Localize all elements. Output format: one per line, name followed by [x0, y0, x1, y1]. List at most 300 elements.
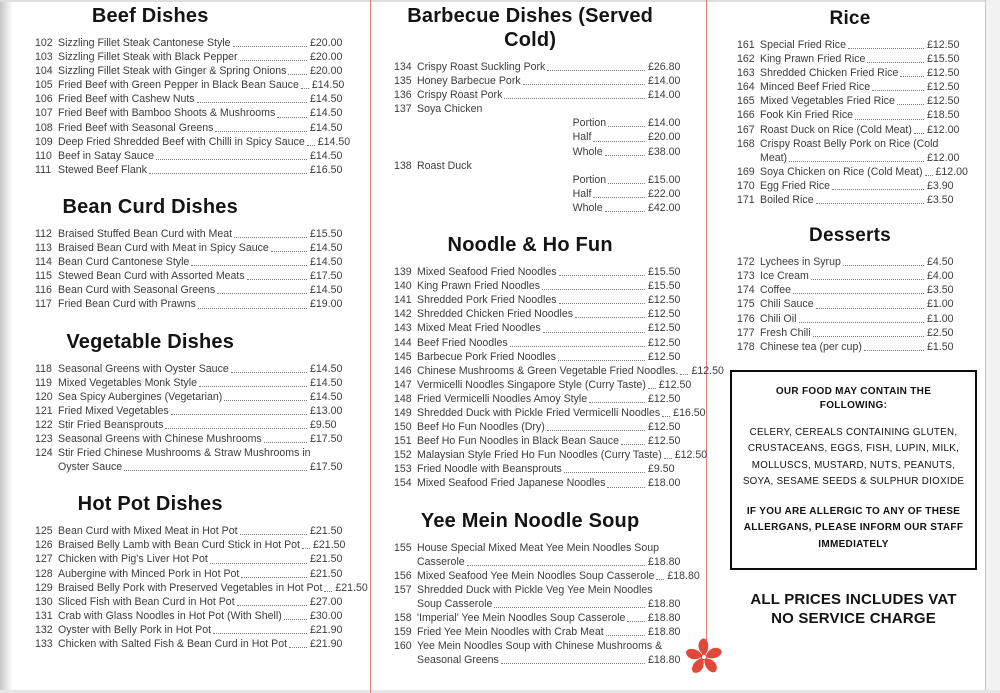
dotted-leader	[510, 346, 645, 347]
dotted-leader	[559, 275, 645, 276]
item-name: Yee Mein Noodles Soup with Chinese Mushrooms &	[417, 640, 663, 653]
item-entry	[417, 420, 690, 434]
dotted-leader	[925, 175, 933, 176]
item-body	[58, 609, 355, 623]
item-entry	[58, 78, 355, 92]
item-name: Oyster with Belly Pork in Hot Pot	[58, 623, 212, 636]
menu-item-147	[394, 378, 690, 392]
dotted-leader	[231, 372, 307, 373]
item-name: Chicken with Pig's Liver Hot Pot	[58, 553, 208, 566]
item-entry	[760, 52, 963, 66]
item-price: £12.50	[648, 322, 681, 335]
dotted-leader	[504, 98, 645, 99]
dotted-leader	[593, 141, 645, 142]
menu-item-161	[737, 38, 963, 52]
item-name: Fried Mixed Vegetables	[58, 404, 169, 417]
menu-item-124	[35, 446, 355, 474]
item-price: £14.50	[310, 284, 343, 297]
dotted-leader	[656, 579, 664, 580]
item-name: Mixed Vegetables Fried Rice	[760, 95, 895, 108]
item-price: £14.00	[648, 75, 681, 88]
menu-item-123	[35, 432, 355, 446]
menu-item-125	[35, 524, 355, 538]
item-price: £12.50	[691, 364, 724, 377]
dotted-leader	[149, 173, 307, 174]
menu-item-115	[35, 269, 355, 283]
item-number: 153	[394, 463, 412, 476]
item-name: Crispy Roast Suckling Pork	[417, 61, 546, 73]
item-body	[58, 595, 355, 609]
item-body	[58, 121, 355, 135]
dotted-leader	[234, 237, 307, 238]
item-body	[417, 611, 690, 625]
menu-item-159	[394, 625, 690, 639]
dotted-leader	[467, 565, 645, 566]
item-variant-half	[573, 130, 690, 144]
section-title-vegetable-dishes: Vegetable Dishes	[66, 330, 235, 353]
item-name: Sliced Fish with Bean Curd in Hot Pot	[58, 595, 235, 608]
item-number: 113	[35, 242, 52, 255]
item-body	[760, 165, 968, 179]
item-name: Braised Stuffed Bean Curd with Meat	[58, 227, 233, 240]
item-entry	[58, 581, 368, 595]
item-name: Soya Chicken on Rice (Cold Meat)	[760, 165, 923, 178]
item-number: 144	[394, 336, 412, 349]
section-title-noodle-ho-fun: Noodle & Ho Fun	[447, 234, 613, 257]
dotted-leader	[494, 607, 645, 608]
item-name: Mixed Seafood Fried Japanese Noodles	[417, 477, 606, 490]
item-price: £17.50	[310, 270, 343, 283]
item-body	[417, 321, 690, 335]
item-name: Stir Fried Chinese Mushrooms & Straw Mushrooms in	[58, 447, 311, 460]
menu-item-169	[737, 165, 968, 179]
item-price: £12.50	[648, 392, 681, 405]
item-number: 138	[394, 159, 412, 172]
item-entry	[58, 121, 355, 135]
variant-label: Portion	[572, 117, 607, 130]
dotted-leader	[897, 104, 924, 105]
item-price: £19.00	[310, 298, 343, 311]
item-number: 173	[737, 270, 755, 283]
item-entry	[58, 432, 355, 446]
item-entry	[58, 460, 355, 474]
variant-label: Whole	[572, 201, 603, 214]
item-body	[417, 392, 690, 406]
item-entry	[58, 390, 355, 404]
menu-item-117	[35, 297, 355, 311]
item-entry	[58, 609, 355, 623]
item-body	[58, 50, 355, 64]
dotted-leader	[547, 70, 645, 71]
item-price: £3.50	[927, 194, 954, 207]
item-name: King Prawn Fried Noodles	[417, 280, 541, 293]
item-number: 119	[35, 376, 52, 389]
item-entry	[417, 336, 690, 350]
item-number: 121	[35, 404, 53, 417]
item-body	[58, 297, 355, 311]
item-price: £20.00	[310, 51, 343, 64]
section-title-bean-curd-dishes: Bean Curd Dishes	[62, 195, 238, 218]
item-entry	[760, 283, 963, 297]
dotted-leader	[848, 48, 924, 49]
menu-item-114	[35, 255, 355, 269]
menu-item-129	[35, 581, 368, 595]
menu-item-131	[35, 609, 355, 623]
item-price: £1.00	[927, 298, 954, 311]
item-name: Aubergine with Minced Pork in Hot Pot	[58, 567, 240, 580]
item-name: Sizzling Fillet Steak with Black Pepper	[58, 51, 238, 64]
item-body	[58, 552, 355, 566]
item-body	[417, 279, 690, 293]
item-name: Soya Chicken	[417, 103, 483, 116]
item-variant-portion	[573, 116, 690, 130]
item-entry	[58, 92, 355, 106]
item-body	[417, 74, 690, 88]
dotted-leader	[832, 189, 924, 190]
item-entry	[417, 378, 690, 392]
item-name: Chinese tea (per cup)	[760, 340, 862, 353]
item-entry	[58, 149, 355, 163]
variant-label: Half	[572, 187, 592, 200]
dotted-leader	[165, 428, 307, 429]
allergen-list: CELERY, CEREALS CONTAINING GLUTEN, CRUSTACEANS, EGGS, FISH, LUPIN, MILK, MOLLUSCS, MUSTARD, NUTS, PEANUTS, SOYA, SESAME SEEDS & SULPHUR DIOXIDE	[742, 426, 965, 488]
item-price: £16.50	[673, 406, 706, 419]
item-entry	[417, 321, 690, 335]
menu-item-126	[35, 538, 355, 552]
menu-item-121	[35, 404, 355, 418]
item-price: £12.50	[658, 378, 692, 391]
item-price: £14.50	[310, 256, 343, 269]
item-name: Egg Fried Rice	[760, 179, 831, 192]
item-entry	[417, 60, 690, 74]
item-number: 163	[737, 67, 755, 80]
dotted-leader	[284, 619, 307, 620]
menu-item-150	[394, 420, 690, 434]
menu-item-136	[394, 88, 690, 102]
item-body	[760, 193, 963, 207]
menu-item-162	[737, 52, 963, 66]
item-body	[760, 137, 963, 165]
menu-item-152	[394, 448, 708, 462]
item-price: £12.50	[648, 294, 681, 307]
item-number: 103	[35, 51, 53, 64]
item-name: Braised Bean Curd with Meat in Spicy Sauce	[58, 242, 269, 255]
section-title-hot-pot-dishes: Hot Pot Dishes	[77, 493, 223, 516]
item-number: 141	[394, 294, 412, 307]
dotted-leader	[589, 402, 645, 403]
item-name: Crispy Roast Pork	[417, 89, 503, 102]
variant-price: £20.00	[648, 131, 681, 144]
item-name: House Special Mixed Meat Yee Mein Noodles Soup	[417, 541, 660, 554]
item-name: Lychees in Syrup	[760, 256, 841, 269]
menu-item-157	[394, 583, 690, 611]
item-price: £18.00	[648, 477, 681, 490]
menu-item-104	[35, 64, 355, 78]
item-name: Vermicelli Noodles Singapore Style (Curry Taste)	[417, 378, 646, 391]
item-body	[58, 36, 355, 50]
item-number: 129	[35, 581, 53, 594]
item-entry	[417, 597, 690, 611]
item-price: £14.50	[310, 121, 343, 134]
menu-item-168	[737, 137, 963, 165]
item-name: Stewed Beef Flank	[58, 163, 147, 176]
item-body	[58, 64, 355, 78]
menu-section-hot-pot-dishes	[35, 492, 368, 651]
item-number: 106	[35, 93, 53, 106]
item-name: Mixed Seafood Fried Noodles	[417, 266, 557, 279]
item-name: Fresh Chili	[760, 326, 811, 339]
item-price: £2.50	[927, 326, 954, 339]
item-price: £18.80	[648, 626, 681, 639]
item-number: 107	[35, 107, 53, 120]
item-name: Bean Curd with Mixed Meat in Hot Pot	[58, 525, 238, 538]
dotted-leader	[302, 548, 310, 549]
dotted-leader	[627, 621, 645, 622]
menu-item-138	[394, 159, 690, 215]
item-name: Ice Cream	[760, 270, 809, 283]
item-name: Sizzling Fillet Steak Cantonese Style	[58, 37, 231, 49]
item-body	[417, 307, 690, 321]
item-entry	[58, 64, 355, 78]
item-price: £14.50	[310, 376, 343, 389]
item-entry	[760, 179, 963, 193]
menu-item-102	[35, 36, 355, 50]
menu-item-149	[394, 406, 706, 420]
item-body	[417, 406, 706, 420]
item-price: £14.50	[310, 362, 343, 375]
item-entry	[58, 255, 355, 269]
item-name: Fook Kin Fried Rice	[760, 109, 854, 122]
item-entry	[417, 434, 690, 448]
item-body	[417, 265, 690, 279]
item-name: Oyster Sauce	[58, 461, 123, 474]
item-variant-half	[573, 187, 690, 201]
item-body	[58, 362, 355, 376]
menu-item-144	[394, 336, 690, 350]
item-name: Beef Ho Fun Noodles in Black Bean Sauce	[417, 435, 619, 448]
dotted-leader	[199, 386, 307, 387]
item-number: 136	[394, 89, 412, 102]
menu-item-155	[394, 541, 690, 569]
item-entry	[58, 595, 355, 609]
item-body	[417, 434, 690, 448]
item-name: Fried Beef with Green Pepper in Black Bean Sauce	[58, 79, 299, 92]
dotted-leader	[241, 577, 307, 578]
item-number: 102	[35, 37, 53, 49]
item-body	[58, 149, 355, 163]
menu-item-106	[35, 92, 355, 106]
item-number: 148	[394, 392, 412, 405]
item-price: £16.50	[310, 163, 343, 176]
menu-item-160	[394, 639, 690, 667]
item-entry	[58, 36, 355, 50]
dotted-leader	[811, 279, 924, 280]
item-price: £15.50	[648, 280, 681, 293]
menu-item-164	[737, 80, 963, 94]
item-body	[760, 269, 963, 283]
item-entry	[760, 108, 963, 122]
menu-column-right	[737, 0, 968, 628]
dotted-leader	[864, 350, 924, 351]
item-number: 170	[737, 179, 755, 192]
item-entry	[58, 552, 355, 566]
item-price: £20.00	[310, 65, 343, 78]
item-price: £18.50	[927, 109, 960, 122]
item-body	[417, 350, 690, 364]
dotted-leader	[277, 117, 307, 118]
dotted-leader	[867, 62, 924, 63]
dotted-leader	[813, 336, 924, 337]
item-entry	[760, 165, 968, 179]
menu-item-128	[35, 567, 355, 581]
menu-item-140	[394, 279, 690, 293]
allergen-heading: OUR FOOD MAY CONTAIN THE FOLLOWING:	[775, 385, 932, 411]
dotted-leader	[523, 84, 645, 85]
item-name: Special Fried Rice	[760, 39, 846, 51]
dotted-leader	[914, 133, 924, 134]
menu-item-174	[737, 283, 963, 297]
dotted-leader	[233, 46, 307, 47]
item-name: Beef Fried Noodles	[417, 336, 508, 349]
item-price: £14.50	[317, 135, 351, 148]
item-number: 132	[35, 623, 53, 636]
item-body	[58, 418, 355, 432]
item-body	[760, 179, 963, 193]
menu-section-desserts	[737, 225, 963, 354]
menu-item-153	[394, 462, 690, 476]
item-price: £14.50	[310, 93, 343, 106]
item-name: Coffee	[760, 284, 792, 297]
item-entry	[760, 312, 963, 326]
item-body	[58, 106, 355, 120]
item-price: £21.50	[313, 539, 346, 552]
item-name: Fried Beef with Bamboo Shoots & Mushrooms	[58, 107, 276, 120]
item-price: £15.50	[927, 53, 960, 66]
item-price: £14.50	[311, 79, 345, 92]
item-name: Fried Vermicelli Noodles Amoy Style	[417, 392, 588, 405]
dotted-leader	[547, 430, 645, 431]
item-name: Malaysian Style Fried Ho Fun Noodles (Curry Taste)	[417, 449, 662, 462]
menu-item-109	[35, 135, 355, 149]
item-number: 162	[737, 53, 755, 66]
item-variant-whole	[573, 201, 690, 215]
item-entry	[417, 364, 724, 378]
dotted-leader	[662, 416, 670, 417]
item-price: £30.00	[310, 609, 343, 622]
item-body	[58, 255, 355, 269]
page-edge-left	[0, 0, 13, 693]
flower-icon	[684, 637, 724, 677]
item-name: Casserole	[417, 555, 465, 568]
item-entry	[760, 38, 963, 52]
dotted-leader	[301, 88, 309, 89]
item-body	[417, 159, 690, 215]
item-number: 131	[35, 609, 53, 622]
section-title-yee-mein-noodle-soup: Yee Mein Noodle Soup	[420, 509, 640, 532]
item-name: King Prawn Fried Rice	[760, 53, 866, 66]
menu-item-171	[737, 193, 963, 207]
item-number: 135	[394, 75, 412, 88]
item-entry	[417, 476, 690, 490]
dotted-leader	[608, 126, 645, 127]
section-title-beef-dishes: Beef Dishes	[91, 5, 209, 27]
item-entry	[58, 50, 355, 64]
section-title-rice: Rice	[829, 8, 871, 29]
menu-item-154	[394, 476, 690, 490]
item-entry	[417, 448, 708, 462]
item-name: Crab with Glass Noodles in Hot Pot (With Shell)	[58, 609, 282, 622]
menu-item-177	[737, 326, 963, 340]
item-body	[417, 102, 690, 158]
item-number: 115	[35, 270, 52, 283]
item-body	[58, 581, 368, 595]
item-body	[760, 123, 963, 137]
menu-item-134	[394, 60, 690, 74]
dotted-leader	[501, 663, 645, 664]
item-number: 175	[737, 298, 755, 311]
item-number: 150	[394, 421, 412, 434]
item-entry	[417, 88, 690, 102]
menu-item-170	[737, 179, 963, 193]
item-name: Mixed Vegetables Monk Style	[58, 376, 197, 389]
item-number: 133	[35, 638, 53, 650]
item-entry	[760, 255, 963, 269]
item-number: 159	[394, 626, 412, 639]
item-body	[760, 80, 963, 94]
menu-item-172	[737, 255, 963, 269]
dotted-leader	[664, 458, 672, 459]
item-body	[417, 364, 724, 378]
item-entry	[58, 163, 355, 177]
dotted-leader	[559, 303, 645, 304]
menu-item-165	[737, 94, 963, 108]
item-number: 140	[394, 280, 412, 293]
variant-label: Portion	[572, 173, 607, 186]
item-entry	[417, 611, 690, 625]
item-entry	[58, 283, 355, 297]
item-number: 110	[35, 149, 52, 162]
item-price: £12.50	[648, 435, 681, 448]
item-number: 147	[394, 378, 412, 391]
item-number: 169	[737, 165, 755, 178]
item-number: 111	[35, 163, 52, 176]
item-body	[58, 283, 355, 297]
item-name: Fried Beef with Seasonal Greens	[58, 121, 214, 134]
item-body	[760, 66, 963, 80]
dotted-leader	[247, 279, 307, 280]
item-price: £12.50	[927, 67, 960, 80]
menu-item-176	[737, 312, 963, 326]
item-number: 105	[35, 79, 53, 92]
column-divider-right	[706, 0, 707, 640]
item-price: £18.80	[648, 654, 681, 667]
menu-column-left	[35, 0, 368, 651]
item-body	[58, 376, 355, 390]
menu-item-133	[35, 637, 355, 651]
menu-section-barbecue-dishes	[394, 4, 690, 215]
section-title-barbecue-dishes: Barbecue Dishes (Served Cold)	[407, 5, 654, 51]
item-body	[417, 88, 690, 102]
item-body	[58, 567, 355, 581]
item-entry	[417, 625, 690, 639]
item-entry	[58, 404, 355, 418]
variant-label: Whole	[572, 145, 603, 158]
item-body	[58, 432, 355, 446]
item-number: 137	[394, 103, 412, 116]
dotted-leader	[900, 76, 924, 77]
menu-item-151	[394, 434, 690, 448]
item-number: 109	[35, 135, 53, 148]
